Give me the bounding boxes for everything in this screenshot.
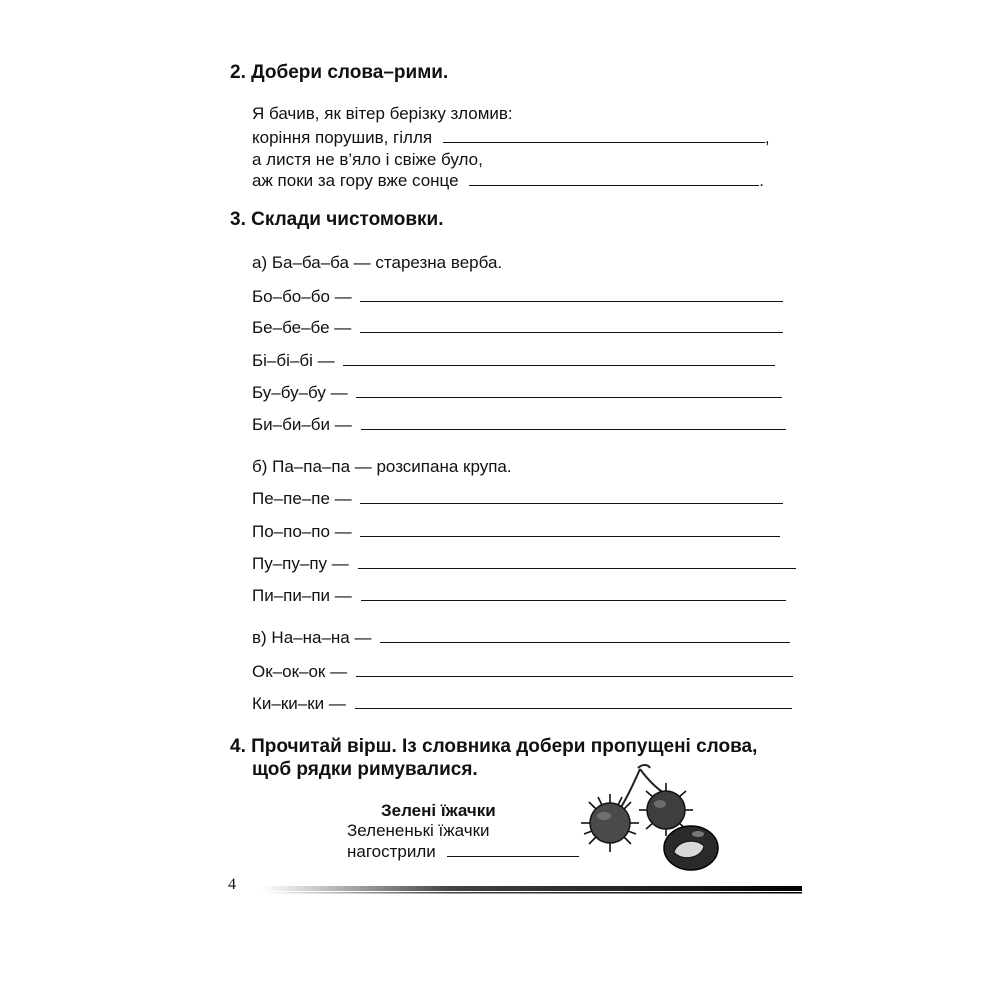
answer-blank[interactable]	[361, 586, 786, 601]
answer-blank[interactable]	[360, 522, 780, 537]
task2-line4	[252, 171, 764, 191]
task2-line1: Я бачив, як вітер берізку зломив:	[252, 104, 513, 123]
syllable-label: По–по–по —	[252, 522, 352, 541]
page-number: 4	[228, 876, 236, 893]
answer-blank[interactable]	[356, 383, 782, 398]
answer-blank[interactable]	[380, 628, 790, 643]
chestnuts-icon	[578, 760, 728, 875]
task3-b-row	[252, 522, 780, 542]
syllable-label: Пе–пе–пе —	[252, 489, 352, 508]
poem-line2	[347, 842, 579, 862]
answer-blank[interactable]	[360, 489, 783, 504]
syllable-label: Бе–бе–бе —	[252, 318, 352, 337]
task2-title: 2. Добери слова–рими.	[230, 62, 449, 83]
answer-blank[interactable]	[343, 351, 775, 366]
task2-line2-text: коріння порушив, гілля	[252, 128, 433, 147]
task2-comma: ,	[764, 128, 770, 147]
task3-a-row	[252, 383, 782, 403]
syllable-label: Бо–бо–бо —	[252, 287, 352, 306]
task3-a-row	[252, 415, 786, 435]
task2-line2	[252, 128, 770, 148]
syllable-label: Би–би–би —	[252, 415, 352, 434]
task3-a-row	[252, 351, 775, 371]
syllable-label: в) На–на–на —	[252, 628, 372, 647]
task3-title: 3. Склади чистомовки.	[230, 209, 444, 230]
task2-line4-text: аж поки за гору вже сонце	[252, 171, 459, 190]
answer-blank[interactable]	[356, 662, 793, 677]
answer-blank[interactable]	[360, 287, 783, 302]
syllable-label: Ки–ки–ки —	[252, 694, 346, 713]
task4-title-line1: 4. Прочитай вірш. Із словника добери пропущені слова,	[230, 736, 758, 757]
footer-rule	[262, 884, 802, 896]
syllable-label: Пу–пу–пу —	[252, 554, 349, 573]
answer-blank[interactable]	[447, 842, 579, 857]
answer-blank[interactable]	[361, 415, 786, 430]
task3-c-row	[252, 662, 793, 682]
syllable-label: Бу–бу–бу —	[252, 383, 348, 402]
task4-title-line2: щоб рядки римувалися.	[252, 759, 478, 780]
spiky-husk-left	[581, 794, 639, 852]
task3-a-row	[252, 287, 783, 307]
task3-c-row	[252, 628, 790, 648]
syllable-label: Пи–пи–пи —	[252, 586, 352, 605]
answer-blank[interactable]	[355, 694, 792, 709]
poem-line2-text: нагострили	[347, 842, 436, 861]
answer-blank[interactable]	[358, 554, 796, 569]
task2-line3: а листя не в’яло і свіже було,	[252, 150, 483, 169]
task3-b-row	[252, 489, 783, 509]
task3-b-row	[252, 554, 796, 574]
poem-line1: Зелененькі їжачки	[347, 821, 490, 840]
task3-c-row	[252, 694, 792, 714]
syllable-label: Ок–ок–ок —	[252, 662, 348, 681]
chestnut-nut	[664, 826, 718, 870]
task3-a-row	[252, 318, 783, 338]
task3-b-example: б) Па–па–па — розсипана крупа.	[252, 457, 512, 476]
task2-period: .	[759, 171, 765, 190]
syllable-label: Бі–бі–бі —	[252, 351, 335, 370]
answer-blank[interactable]	[443, 128, 765, 143]
poem-title: Зелені їжачки	[381, 801, 496, 820]
task3-b-row	[252, 586, 786, 606]
task3-a-example: а) Ба–ба–ба — старезна верба.	[252, 253, 503, 272]
answer-blank[interactable]	[360, 318, 783, 333]
answer-blank[interactable]	[469, 171, 759, 186]
